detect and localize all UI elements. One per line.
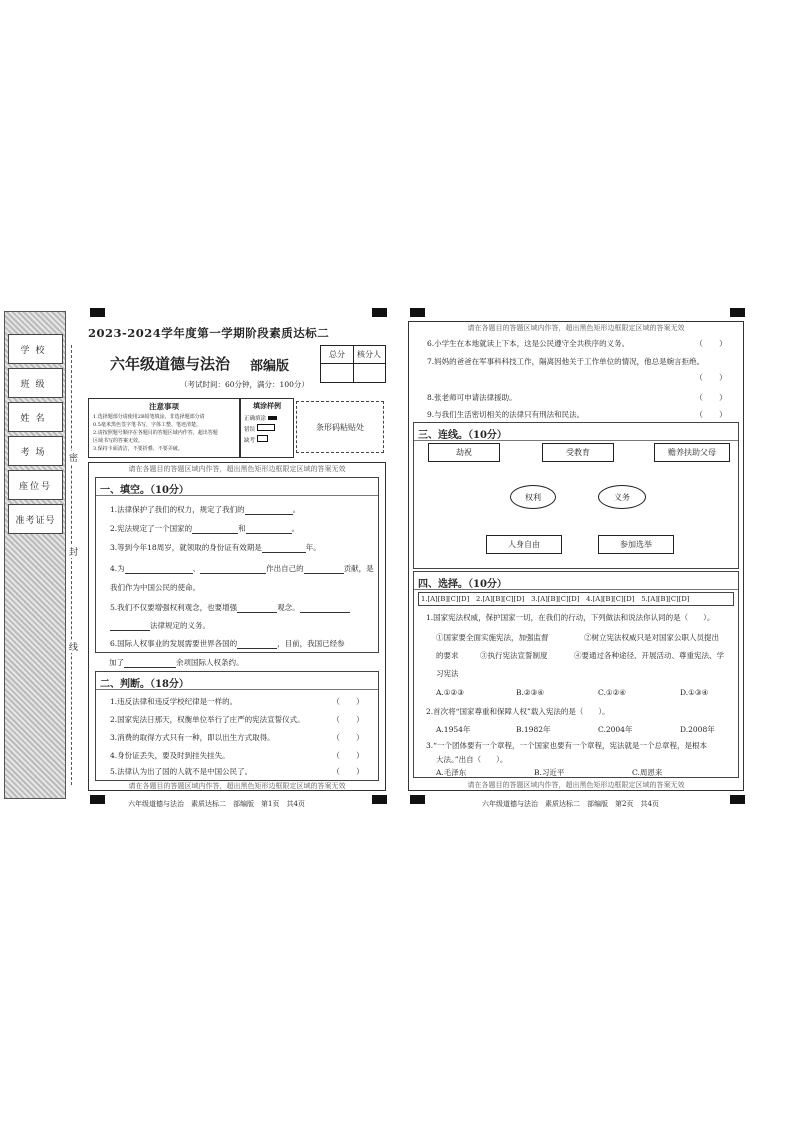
name-field: 姓名 <box>8 402 63 432</box>
judge-item-2: 2.国家宪法日那天，权衡单位举行了庄严的宪法宣誓仪式。 <box>110 715 305 724</box>
fill-item-5-cont <box>110 620 210 631</box>
page1-bottom-note: 请在各题目的答题区域内作答，超出黑色矩形边框限定区域的答案无效 <box>128 782 346 790</box>
match-box-top-2[interactable]: 受教育 <box>542 443 614 462</box>
judge-item-1: 1.违反法律和违反学校纪律是一样的。 <box>110 697 238 706</box>
judge-item-6: 6.小学生在本地就读上下本，这是公民遵守全共秩序的义务。 <box>427 339 630 348</box>
fill-section <box>95 477 379 653</box>
match-box-top-3[interactable]: 赡养扶助父母 <box>654 443 730 462</box>
answer-blank[interactable] <box>200 573 266 574</box>
fill-item-5-text: 5.我们不仅要增强权利观念，也要增强 <box>110 603 238 612</box>
answer-blank[interactable] <box>262 552 306 553</box>
fill-row-wrong: 错误 <box>244 427 256 433</box>
answer-blank[interactable] <box>125 573 193 574</box>
barcode-area: 条形码粘贴处 <box>296 401 384 453</box>
q1-choice-a[interactable]: A.①②③ <box>436 688 464 697</box>
judge-paren[interactable]: （ ） <box>695 373 727 382</box>
fill-item-3 <box>110 542 321 553</box>
q1-choice-c[interactable]: C.①②④ <box>598 688 627 697</box>
judge-paren[interactable]: （ ） <box>695 339 727 348</box>
fill-item-6-end: 余项国际人权条约。 <box>176 658 244 667</box>
q1-option-2-cont: 的要求 <box>436 651 459 660</box>
judge-item-7: 7.妈妈的爸爸在军事科科技工作，隔离因他关于工作单位的情况，他总是婉言拒绝。 <box>427 357 705 366</box>
answer-blank[interactable] <box>237 648 277 649</box>
page2-top-note: 请在各题目的答题区域内作答，超出黑色矩形边框限定区域的答案无效 <box>467 324 685 332</box>
fill-item-6 <box>110 638 345 649</box>
page1-answer-frame <box>88 462 386 791</box>
fill-item-6-mid: ，目前，我国已经参 <box>277 639 345 648</box>
notice-line: 区域书写的答案无效。 <box>93 438 144 444</box>
fill-item-4 <box>110 563 374 574</box>
q3-choice-c[interactable]: C.周恩来 <box>632 768 663 777</box>
judge-item-3: 3.消费的取得方式只有一种，即以出生方式取得。 <box>110 733 275 742</box>
notice-text <box>93 413 218 453</box>
notice-line: 3.保持卡面清洁，不要折叠、不要弄破。 <box>93 446 183 452</box>
answer-blank[interactable] <box>246 533 292 534</box>
judge-paren[interactable]: （ ） <box>332 767 364 776</box>
q1-option-4: ④要通过各种途径、开展活动、尊重宪法、学 <box>574 651 724 660</box>
page1-footer: 六年级道德与法治 素质达标二 部编版 第1页 共4页 <box>128 800 305 808</box>
choice-q3: 3.“一个团体要有一个章程，一个国家也要有一个章程，宪法就是一个总章程，是根本 <box>426 741 707 750</box>
corner-mark <box>410 795 425 804</box>
fill-example-title: 填涂样例 <box>253 401 281 410</box>
exam-title: 2023-2024学年度第一学期阶段素质达标二 <box>88 326 330 340</box>
notice-box <box>88 398 240 458</box>
filled-mark <box>268 416 277 420</box>
seat-field: 座位号 <box>8 470 63 500</box>
choice-section <box>413 571 739 778</box>
judge-section <box>95 671 379 781</box>
judge-item-5: 5.法律认为出了国的人就不是中国公民了。 <box>110 767 253 776</box>
fill-year: 年。 <box>305 543 321 552</box>
q1-choice-b[interactable]: B.②③④ <box>516 688 545 697</box>
seal-line <box>71 345 72 785</box>
judge-paren[interactable]: （ ） <box>332 751 364 760</box>
fill-item-6-text: 6.国际人权事业的发展需要世界各国的 <box>110 639 238 648</box>
fill-item-5-end: 法律规定的义务。 <box>150 621 210 630</box>
judge-paren[interactable]: （ ） <box>695 393 727 402</box>
fill-item-1-text: 1.法律保护了我们的权力，规定了我们的 <box>110 505 245 514</box>
answer-blank[interactable] <box>110 630 150 631</box>
choice-q2: 2.首次将“国家尊重和保障人权”载入宪法的是（ ）。 <box>426 707 610 716</box>
corner-mark <box>90 308 105 317</box>
fill-item-3-text: 3.等到今年18周岁，就领取的身份证有效期是 <box>110 543 262 552</box>
score-table <box>320 345 386 383</box>
match-box-bottom-2[interactable]: 参加选举 <box>598 535 674 554</box>
fill-section-header: 一、填空。（10分） <box>96 481 378 496</box>
seal-char-feng: 封 <box>69 545 78 558</box>
q3-choice-b[interactable]: B.习近平 <box>534 768 565 777</box>
corner-mark <box>372 308 387 317</box>
answer-blank[interactable] <box>237 612 277 613</box>
fill-mid-text: 作出自己的 <box>266 564 304 573</box>
checker-label: 核分人 <box>353 346 385 364</box>
match-oval-rights[interactable]: 权利 <box>510 485 556 509</box>
answer-blank[interactable] <box>245 514 293 515</box>
q1-option-3: ③执行宪法宣誓制度 <box>480 651 548 660</box>
fill-item-5-mid: 观念。 <box>277 603 300 612</box>
judge-item-4: 4.身份证丢失，要及时到挂失挂失。 <box>110 751 230 760</box>
fill-item-4-text: 4.为 <box>110 564 125 573</box>
judge-item-9: 9.与我们生活密切相关的法律只有刑法和民法。 <box>427 410 585 419</box>
notice-line: 0.5毫米黑色签字笔书写，字体工整、笔迹清楚。 <box>93 422 201 428</box>
binding-strip <box>4 311 66 799</box>
judge-paren[interactable]: （ ） <box>332 715 364 724</box>
answer-blank[interactable] <box>192 533 238 534</box>
q2-choice-d[interactable]: D.2008年 <box>680 725 715 734</box>
fill-item-4-cont: 我们作为中国公民的使命。 <box>110 583 200 592</box>
answer-note: 请在各题目的答题区域内作答，超出黑色矩形边框限定区域的答案无效 <box>128 465 346 473</box>
choice-q3-cont: 大法。”出自（ ）。 <box>436 755 508 764</box>
answer-blank[interactable] <box>124 667 176 668</box>
choice-q1: 1.国家宪法权威，保护国家一切，在我们的行动，下列做法和说法你认同的是（ ）。 <box>426 613 715 622</box>
choice-section-header: 四、选择。（10分） <box>414 575 738 590</box>
fill-conj: 和 <box>238 524 246 533</box>
exam-sheet <box>0 305 794 815</box>
match-section <box>413 422 739 569</box>
fill-item-2-text: 2.宪法规定了一个国家的 <box>110 524 193 533</box>
fill-row-correct: 正确填涂 <box>244 416 267 422</box>
page2-bottom-note: 请在各题目的答题区域内作答，超出黑色矩形边框限定区域的答案无效 <box>467 781 685 789</box>
q1-option-2: ②树立宪法权威只是对国家公职人员提出 <box>584 633 719 642</box>
judge-paren[interactable]: （ ） <box>695 410 727 419</box>
absent-mark <box>257 435 268 442</box>
corner-mark <box>730 795 745 804</box>
corner-mark <box>410 308 425 317</box>
q1-option-4-cont: 习宪法 <box>436 669 459 678</box>
time-note: （考试时间：60分钟，满分：100分） <box>180 380 309 389</box>
fill-item-4-end: 贡献，是 <box>343 564 374 573</box>
fill-example-box <box>240 398 294 458</box>
notice-line: 2.请按照题号顺序在各题目的答题区域内作答，超出答题 <box>93 430 218 436</box>
fill-row-absent: 缺考 <box>244 438 256 444</box>
match-box-bottom-1[interactable]: 人身自由 <box>486 535 562 554</box>
q1-choice-d[interactable]: D.①③④ <box>680 688 709 697</box>
match-section-header: 三、连线。（10分） <box>414 426 738 441</box>
q2-choice-a[interactable]: A.1954年 <box>436 725 471 734</box>
corner-mark <box>90 795 105 804</box>
subject-title: 六年级道德与法治 <box>110 355 231 373</box>
page2-answer-frame <box>408 321 744 791</box>
wrong-mark <box>257 424 275 431</box>
q2-choice-c[interactable]: C.2004年 <box>598 725 633 734</box>
class-field: 班级 <box>8 368 63 398</box>
room-field: 考场 <box>8 436 63 466</box>
judge-section-header: 二、判断。（18分） <box>96 675 378 690</box>
fill-item-6-jia: 加了 <box>109 658 124 667</box>
page2-footer: 六年级道德与法治 素质达标二 部编版 第2页 共4页 <box>482 800 659 808</box>
match-oval-duties[interactable]: 义务 <box>598 485 646 509</box>
q2-choice-b[interactable]: B.1982年 <box>516 725 551 734</box>
corner-mark <box>730 308 745 317</box>
notice-title: 注意事项 <box>149 402 179 411</box>
fill-example-rows <box>244 414 277 446</box>
q1-option-1: ①国家要全面实施宪法，加强监督 <box>436 633 549 642</box>
answer-blank[interactable] <box>304 573 344 574</box>
fill-item-1: 1.法律保护了我们的权力，规定了我们的 。 <box>110 505 301 514</box>
judge-paren[interactable]: （ ） <box>332 697 364 706</box>
seal-char-xian: 线 <box>69 640 78 653</box>
q3-choice-a[interactable]: A.毛泽东 <box>436 768 467 777</box>
score-table-divider <box>353 363 354 382</box>
judge-paren[interactable]: （ ） <box>332 733 364 742</box>
match-box-top-1[interactable]: 劫祝 <box>428 443 500 462</box>
fill-item-6-cont <box>109 657 244 668</box>
school-field: 学校 <box>8 334 63 364</box>
fill-item-5 <box>110 602 350 613</box>
total-score-label: 总分 <box>321 346 354 364</box>
seal-char-mi: 密 <box>69 451 78 464</box>
corner-mark <box>372 795 387 804</box>
ticket-field: 准考证号 <box>8 504 63 534</box>
answer-blank[interactable] <box>300 612 350 613</box>
notice-line: 1.选择题部分请使用2B铅笔填涂，非选择题部分请 <box>93 414 205 420</box>
fill-comma: 、 <box>192 564 201 573</box>
edition-label: 部编版 <box>250 359 290 374</box>
fill-item-2: 2.宪法规定了一个国家的 和 。 <box>110 524 300 533</box>
judge-item-8: 8.张老师可申请法律援助。 <box>427 393 517 402</box>
answer-bubble-row[interactable]: 1.[A][B][C][D] 2.[A][B][C][D] 3.[A][B][C][D] 4.[A][B][C][D] 5.[A][B][C][D] <box>418 592 734 606</box>
